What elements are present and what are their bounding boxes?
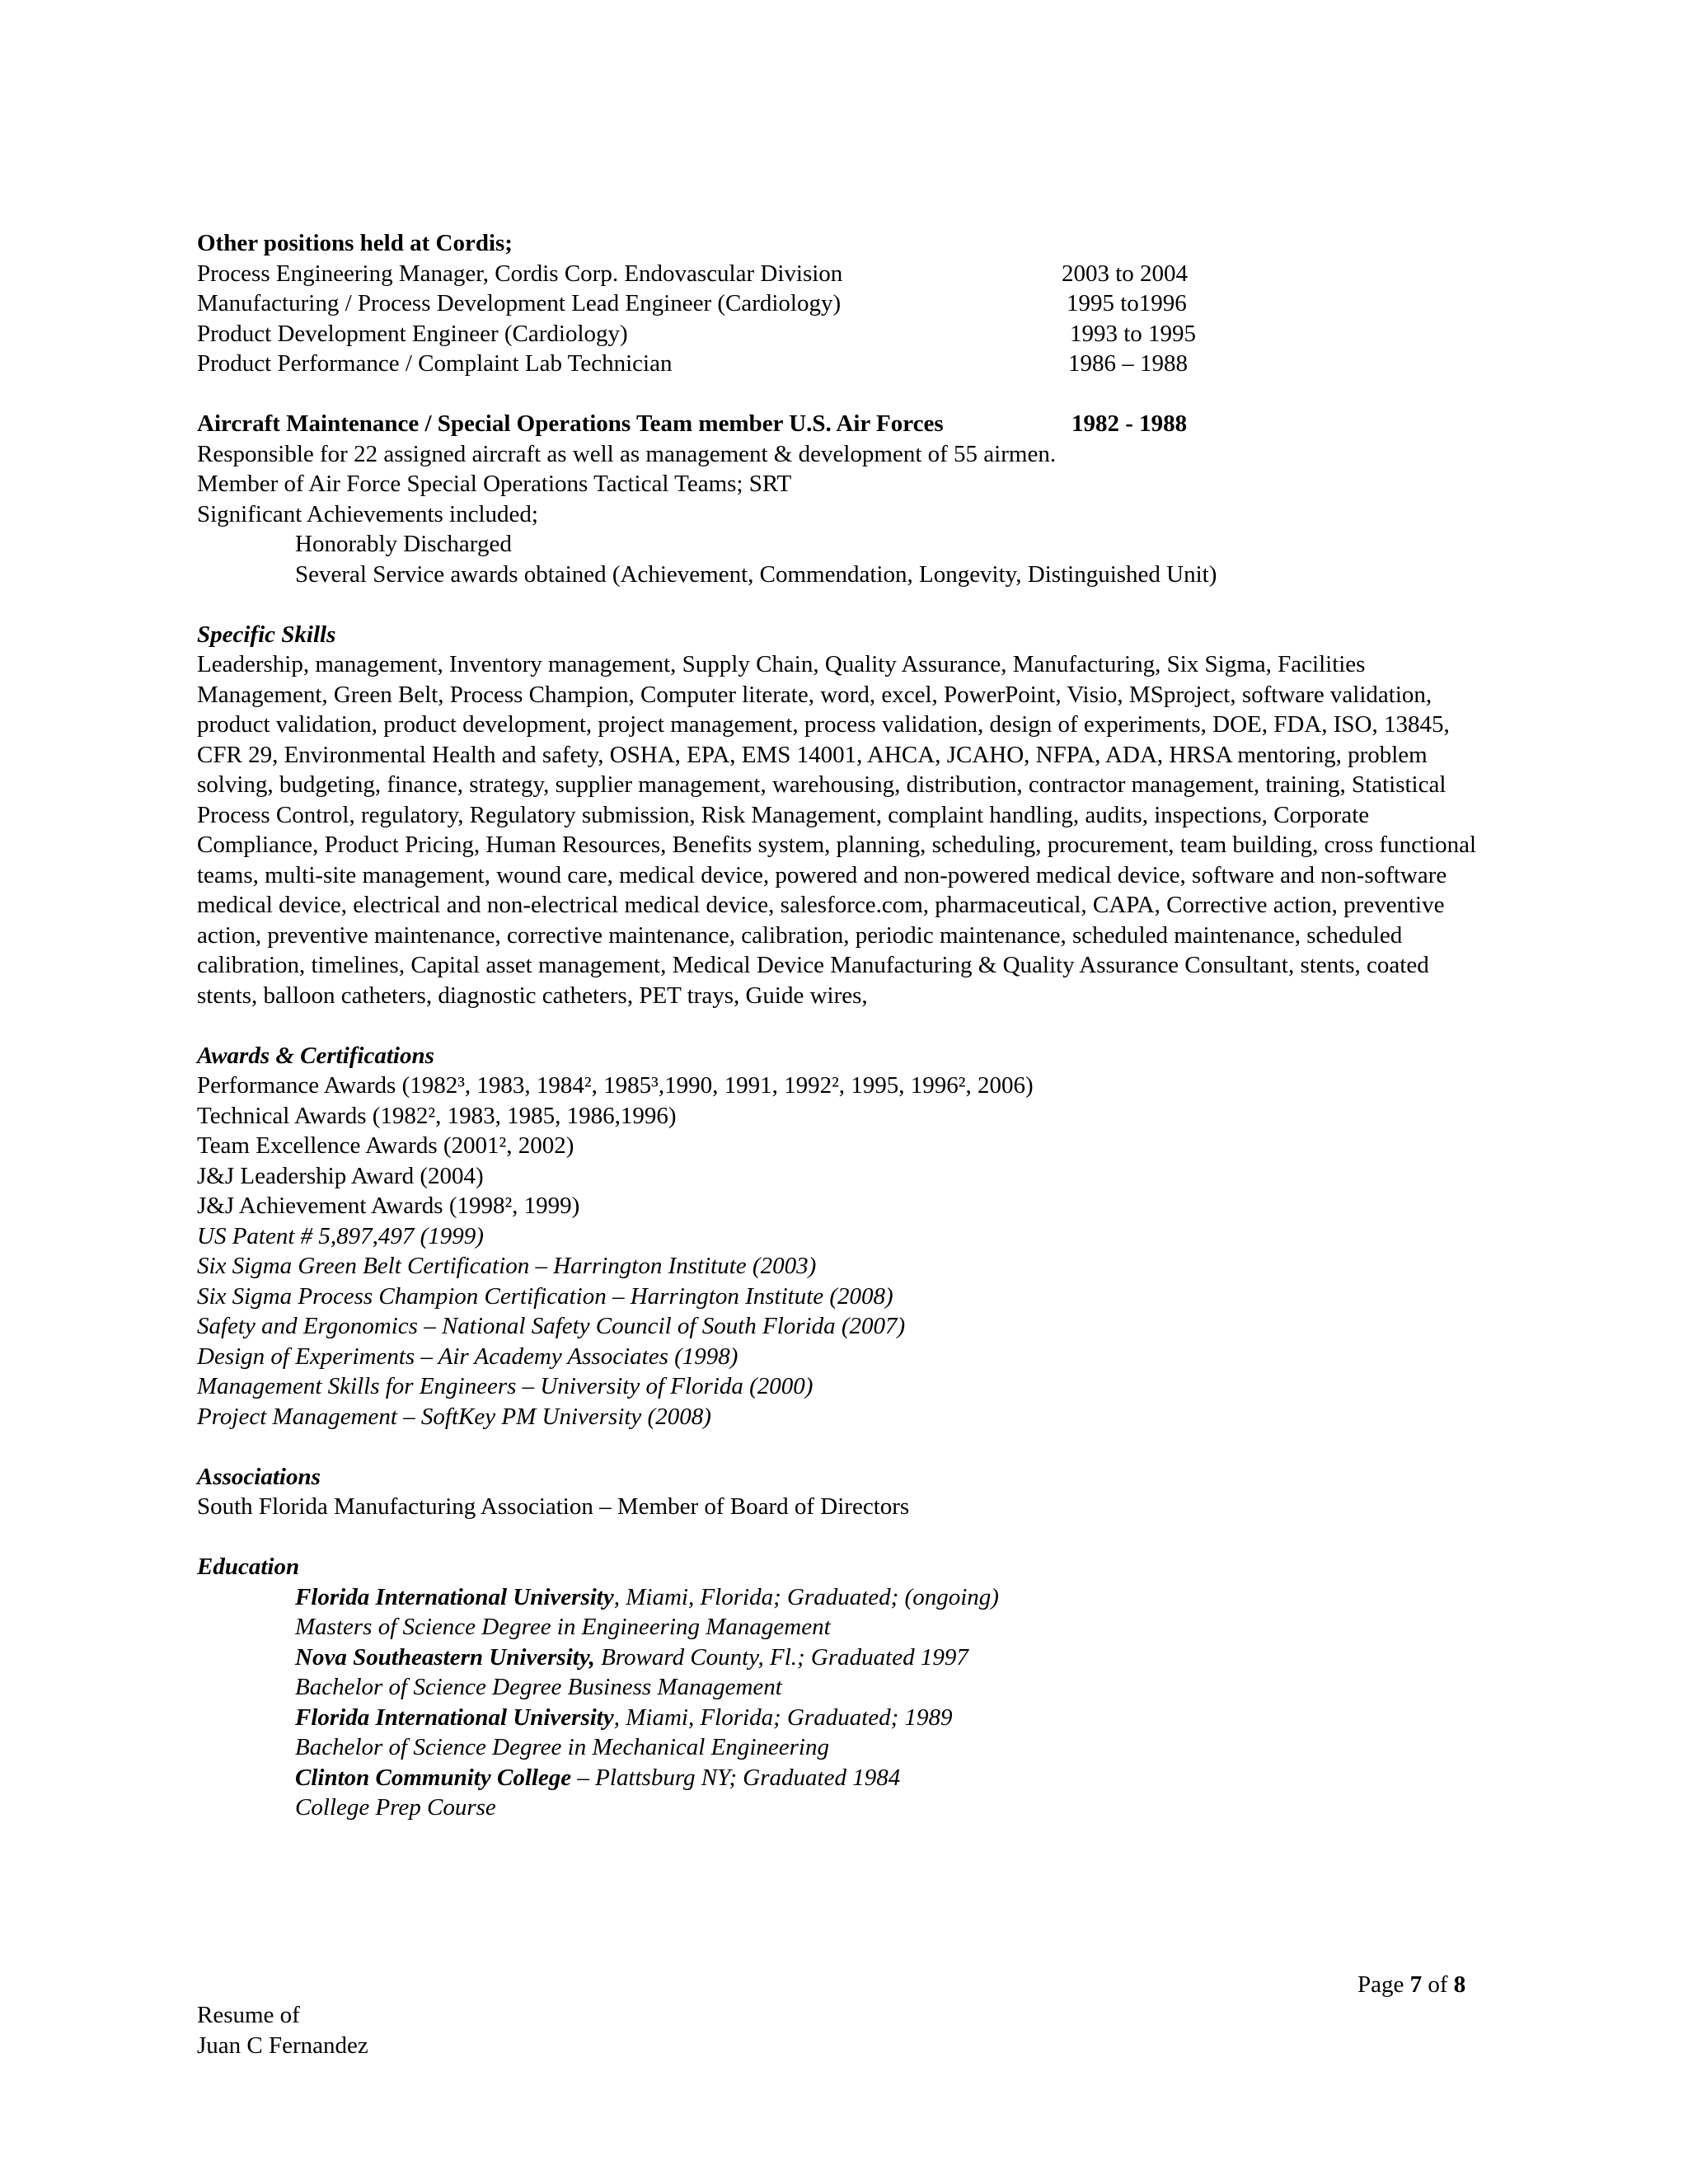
education-school-line — [197, 1763, 1483, 1793]
air-force-dates: 1982 - 1988 — [1071, 410, 1188, 437]
footer-name — [197, 2000, 368, 2060]
certification-item: US Patent # 5,897,497 (1999) — [197, 1222, 484, 1249]
awards-heading: Awards & Certifications — [197, 1042, 434, 1069]
position-dates: 2003 to 2004 — [1062, 260, 1189, 287]
page-prefix: Page — [1357, 1971, 1410, 1998]
education-school-line — [197, 1643, 1483, 1673]
education-school-line — [197, 1703, 1483, 1733]
award-item: J&J Leadership Award (2004) — [197, 1162, 484, 1189]
footer-name-line: Juan C Fernandez — [197, 2032, 368, 2059]
education-degree: Bachelor of Science Degree in Mechanical Engineering — [295, 1734, 829, 1760]
school-detail: Broward County, Fl.; Graduated 1997 — [594, 1643, 968, 1671]
skills-heading: Specific Skills — [197, 621, 336, 648]
position-row — [197, 319, 1483, 349]
footer-name-line: Resume of — [197, 2002, 300, 2028]
certification-item: Project Management – SoftKey PM University (2008) — [197, 1403, 711, 1430]
school-name: Florida International University — [295, 1704, 614, 1731]
certification-item: Six Sigma Process Champion Certification – Harrington Institute (2008) — [197, 1282, 893, 1310]
position-title: Manufacturing / Process Development Lead Engineer (Cardiology) — [197, 290, 842, 316]
positions-heading: Other positions held at Cordis; — [197, 230, 513, 256]
achievement-item: Honorably Discharged — [295, 531, 512, 557]
page-total: 8 — [1453, 1971, 1466, 1998]
position-dates: 1986 – 1988 — [1068, 350, 1188, 377]
page-mid: of — [1422, 1971, 1454, 1998]
air-force-heading-row — [197, 409, 1483, 439]
certification-item: Management Skills for Engineers – University of Florida (2000) — [197, 1373, 814, 1399]
association-item: South Florida Manufacturing Association – Member of Board of Directors — [197, 1493, 910, 1520]
school-name: Clinton Community College — [295, 1764, 572, 1791]
school-detail: , Miami, Florida; Graduated; (ongoing) — [613, 1583, 999, 1610]
position-title: Product Development Engineer (Cardiology) — [197, 320, 628, 347]
education-degree: Bachelor of Science Degree Business Management — [295, 1674, 782, 1700]
education-school-line — [197, 1582, 1483, 1613]
certification-item: Design of Experiments – Air Academy Associates (1998) — [197, 1343, 738, 1370]
education-degree: College Prep Course — [295, 1794, 496, 1821]
position-row — [197, 349, 1483, 379]
award-item: Performance Awards (1982³, 1983, 1984², 1985³,1990, 1991, 1992², 1995, 1996², 2006) — [197, 1072, 1034, 1099]
certification-item: Six Sigma Green Belt Certification – Harrington Institute (2003) — [197, 1253, 817, 1279]
page-current: 7 — [1409, 1971, 1423, 1998]
school-name: Nova Southeastern University, — [295, 1643, 595, 1671]
air-force-line: Significant Achievements included; — [197, 500, 538, 527]
award-item: J&J Achievement Awards (1998², 1999) — [197, 1193, 580, 1219]
page-number — [1357, 1970, 1465, 2000]
air-force-line: Responsible for 22 assigned aircraft as well as management & development of 55 airmen. — [197, 440, 1057, 467]
school-detail: , Miami, Florida; Graduated; 1989 — [613, 1704, 953, 1731]
award-item: Technical Awards (1982², 1983, 1985, 1986,1996) — [197, 1102, 677, 1129]
education-heading: Education — [197, 1554, 300, 1580]
education-degree: Masters of Science Degree in Engineering Management — [295, 1614, 831, 1640]
position-title: Product Performance / Complaint Lab Technician — [197, 350, 673, 377]
certification-item: Safety and Ergonomics – National Safety Council of South Florida (2007) — [197, 1313, 906, 1339]
skills-text: Leadership, management, Inventory management, Supply Chain, Quality Assurance, Manufacturing, Six Sigma, Facilities Management, Green Belt, Process Champion, Computer literate, word, excel, PowerPoint, Visio, MSproject, software validation, product validation, product development, project management, process validation, design of experiments, DOE, FDA, ISO, 13845, CFR 29, Environmental Health and safety, OSHA, EPA, EMS 14001, AHCA, JCAHO, NFPA, ADA, HRSA mentoring, problem solving, budgeting, finance, strategy, supplier management, warehousing, distribution, contractor management, training, Statistical Process Control, regulatory, Regulatory submission, Risk Management, complaint handling, audits, inspections, Corporate Compliance, Product Pricing, Human Resources, Benefits system, planning, scheduling, procurement, team building, cross functional teams, multi-site management, wound care, medical device, powered and non-powered medical device, software and non-software medical device, electrical and non-electrical medical device, salesforce.com, pharmaceutical, CAPA, Corrective action, preventive action, preventive maintenance, corrective maintenance, calibration, periodic maintenance, scheduled maintenance, scheduled calibration, timelines, Capital asset management, Medical Device Manufacturing & Quality Assurance Consultant, stents, coated stents, balloon catheters, diagnostic catheters, PET trays, Guide wires, — [197, 651, 1476, 1009]
school-name: Florida International University — [295, 1583, 614, 1610]
position-dates: 1995 to1996 — [1067, 290, 1187, 316]
position-row — [197, 288, 1483, 319]
school-detail: – Plattsburg NY; Graduated 1984 — [571, 1764, 901, 1791]
position-row — [197, 259, 1483, 289]
associations-heading: Associations — [197, 1463, 321, 1490]
award-item: Team Excellence Awards (2001², 2002) — [197, 1132, 574, 1159]
position-title: Process Engineering Manager, Cordis Corp. Endovascular Division — [197, 260, 843, 287]
air-force-heading: Aircraft Maintenance / Special Operations Team member U.S. Air Forces — [197, 410, 944, 437]
air-force-line: Member of Air Force Special Operations Tactical Teams; SRT — [197, 471, 792, 497]
resume-page — [197, 228, 1483, 1823]
achievement-item: Several Service awards obtained (Achievement, Commendation, Longevity, Distinguished Unit) — [295, 560, 1217, 588]
position-dates: 1993 to 1995 — [1070, 320, 1197, 347]
